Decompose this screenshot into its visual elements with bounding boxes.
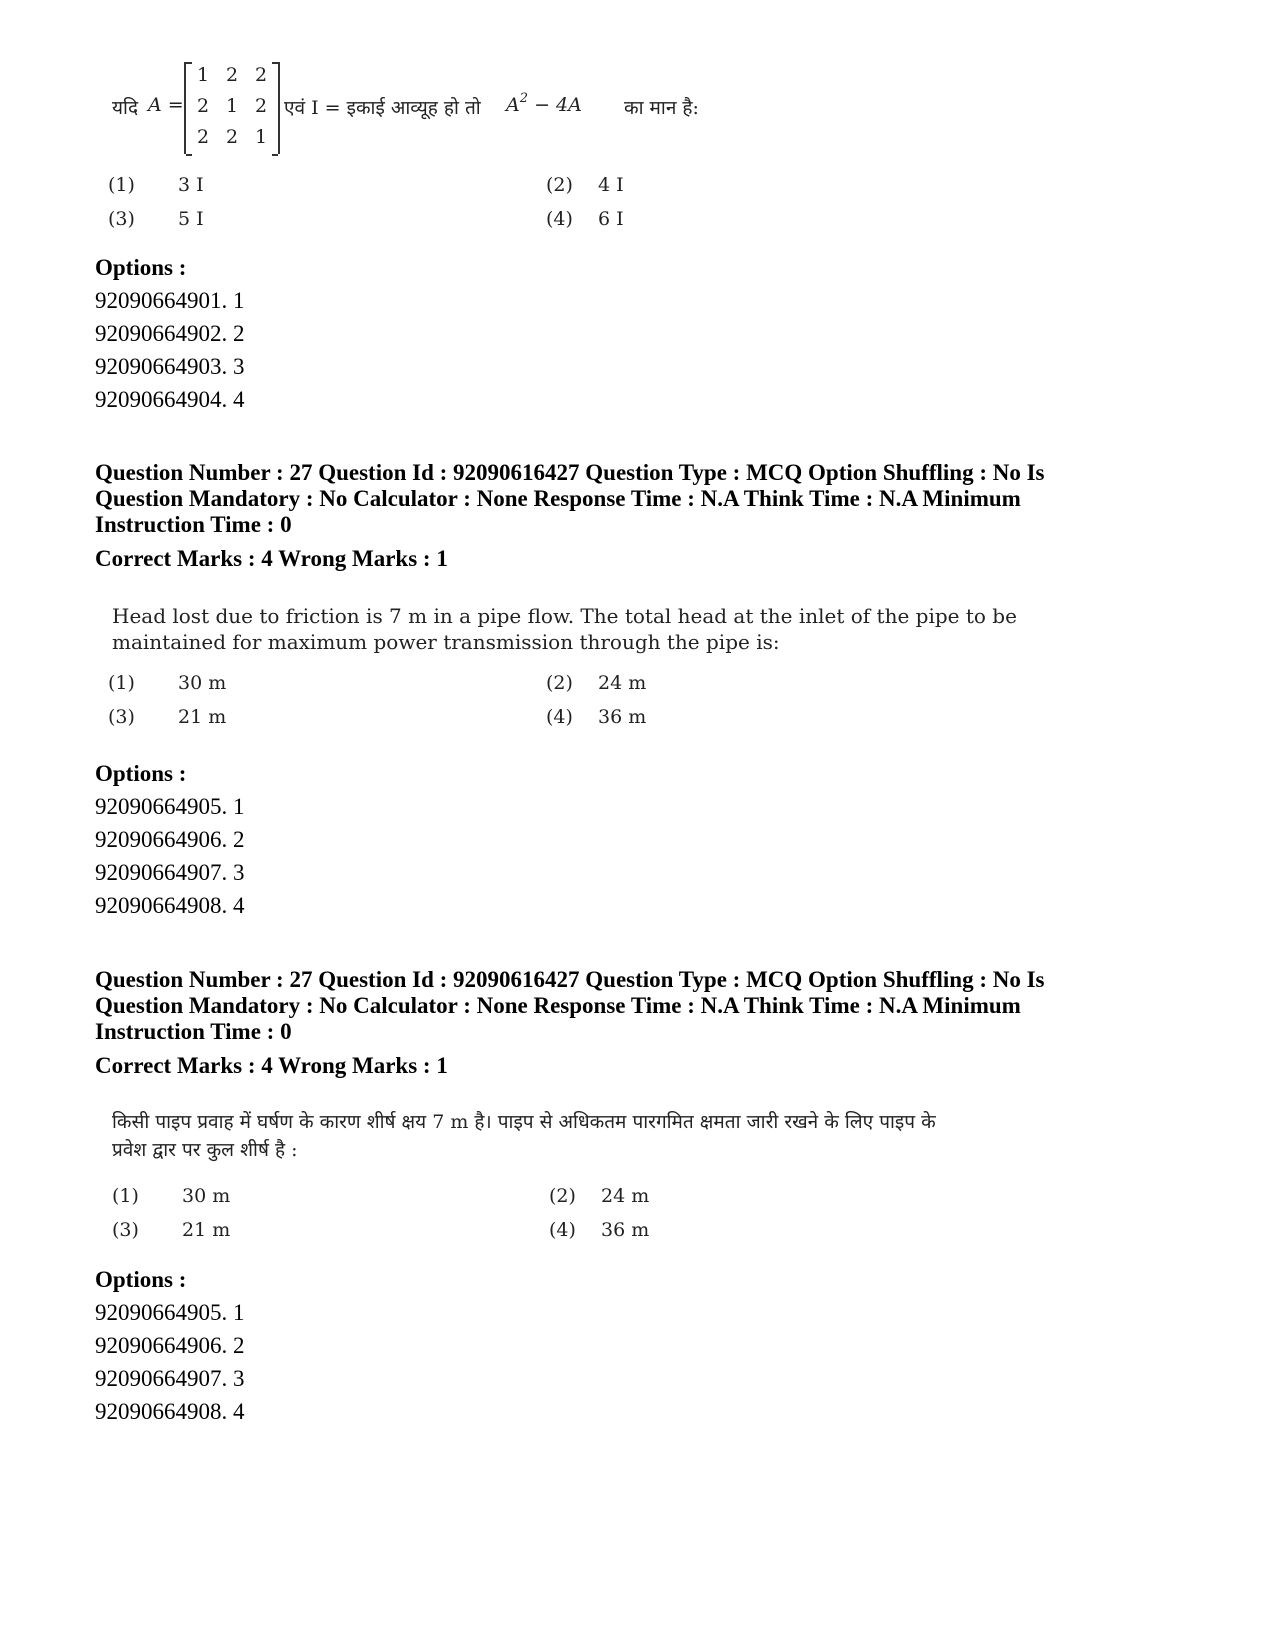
meta-line: Question Mandatory : No Calculator : None Response Time : N.A Think Time : N.A Minimum xyxy=(95,993,1021,1018)
marks-line: Correct Marks : 4 Wrong Marks : 1 xyxy=(95,1053,448,1078)
choice-text: 36 m xyxy=(598,706,647,728)
question-text-line: Head lost due to friction is 7 m in a pipe flow. The total head at the inlet of the pipe to be xyxy=(112,604,1017,628)
option-id: 92090664902. 2 xyxy=(95,321,245,346)
choice-number: (4) xyxy=(546,208,573,230)
option-id: 92090664908. 4 xyxy=(95,1399,245,1424)
meta-line: Question Number : 27 Question Id : 92090616427 Question Type : MCQ Option Shuffling : No Is xyxy=(95,967,1045,992)
question-image xyxy=(112,1109,1072,1169)
matrix-cell: 2 xyxy=(225,126,239,148)
matrix-variable: A = xyxy=(148,94,184,116)
choice-text: 3 I xyxy=(178,174,204,196)
option-id: 92090664903. 3 xyxy=(95,354,245,379)
marks-line: Correct Marks : 4 Wrong Marks : 1 xyxy=(95,546,448,571)
meta-line: Question Mandatory : No Calculator : None Response Time : N.A Think Time : N.A Minimum xyxy=(95,486,1021,511)
matrix-cell: 2 xyxy=(254,95,268,117)
matrix-cell: 1 xyxy=(196,64,210,86)
matrix-cell: 1 xyxy=(254,126,268,148)
choice-number: (1) xyxy=(108,672,135,694)
choice-text: 21 m xyxy=(182,1219,231,1241)
answer-choices xyxy=(112,1185,812,1255)
choice-text: 30 m xyxy=(182,1185,231,1207)
choice-3 xyxy=(112,1219,230,1241)
choice-2 xyxy=(546,174,624,196)
meta-line: Question Number : 27 Question Id : 92090616427 Question Type : MCQ Option Shuffling : No Is xyxy=(95,460,1045,485)
meta-line: Instruction Time : 0 xyxy=(95,512,292,537)
expression xyxy=(506,91,582,116)
matrix-cell: 2 xyxy=(196,126,210,148)
options-label: Options : xyxy=(95,1267,187,1292)
choice-3 xyxy=(108,706,226,728)
option-id: 92090664901. 1 xyxy=(95,288,245,313)
option-id: 92090664906. 2 xyxy=(95,1333,245,1358)
option-id: 92090664904. 4 xyxy=(95,387,245,412)
choice-2 xyxy=(546,672,646,694)
choice-text: 36 m xyxy=(601,1219,650,1241)
choice-4 xyxy=(549,1219,649,1241)
choice-number: (3) xyxy=(108,706,135,728)
matrix-cell: 2 xyxy=(254,64,268,86)
expression-base: A xyxy=(506,94,520,116)
choice-1 xyxy=(112,1185,230,1207)
question-text-line: किसी पाइप प्रवाह में घर्षण के कारण शीर्ष क्षय 7 m है। पाइप से अधिकतम पारगमित क्षमता जारी रखने के लिए पाइप के xyxy=(112,1111,936,1133)
choice-4 xyxy=(546,208,624,230)
option-id: 92090664907. 3 xyxy=(95,860,245,885)
question-suffix: का मान है: xyxy=(624,97,699,119)
choice-number: (2) xyxy=(549,1185,576,1207)
choice-number: (4) xyxy=(549,1219,576,1241)
answer-choices xyxy=(108,672,812,742)
question-image xyxy=(112,62,812,157)
choice-2 xyxy=(549,1185,649,1207)
choice-number: (4) xyxy=(546,706,573,728)
option-id: 92090664905. 1 xyxy=(95,794,245,819)
choice-text: 24 m xyxy=(601,1185,650,1207)
option-id: 92090664907. 3 xyxy=(95,1366,245,1391)
question-image xyxy=(112,603,1052,663)
choice-text: 4 I xyxy=(598,174,624,196)
question-mid-text: एवं I = इकाई आव्यूह हो तो xyxy=(284,97,481,119)
matrix-cell: 2 xyxy=(196,95,210,117)
choice-number: (1) xyxy=(112,1185,139,1207)
choice-number: (1) xyxy=(108,174,135,196)
choice-number: (2) xyxy=(546,672,573,694)
expression-exponent: 2 xyxy=(519,91,529,106)
answer-choices xyxy=(108,174,812,244)
matrix-cell: 2 xyxy=(225,64,239,86)
question-prefix: यदि xyxy=(112,97,139,119)
choice-text: 30 m xyxy=(178,672,227,694)
choice-number: (3) xyxy=(112,1219,139,1241)
option-id: 92090664905. 1 xyxy=(95,1300,245,1325)
question-meta xyxy=(95,967,1205,1045)
choice-number: (3) xyxy=(108,208,135,230)
options-label: Options : xyxy=(95,255,187,280)
matrix-a xyxy=(184,62,280,154)
choice-text: 5 I xyxy=(178,208,204,230)
choice-text: 24 m xyxy=(598,672,647,694)
expression-rest: − 4A xyxy=(534,94,582,116)
choice-text: 21 m xyxy=(178,706,227,728)
choice-4 xyxy=(546,706,646,728)
choice-text: 6 I xyxy=(598,208,624,230)
choice-3 xyxy=(108,208,204,230)
choice-number: (2) xyxy=(546,174,573,196)
matrix-cell: 1 xyxy=(225,95,239,117)
choice-1 xyxy=(108,174,204,196)
question-meta xyxy=(95,460,1205,538)
question-text-line: maintained for maximum power transmission through the pipe is: xyxy=(112,630,780,654)
option-id: 92090664908. 4 xyxy=(95,893,245,918)
choice-1 xyxy=(108,672,226,694)
option-id: 92090664906. 2 xyxy=(95,827,245,852)
question-text-line: प्रवेश द्वार पर कुल शीर्ष है : xyxy=(112,1139,298,1161)
meta-line: Instruction Time : 0 xyxy=(95,1019,292,1044)
options-label: Options : xyxy=(95,761,187,786)
